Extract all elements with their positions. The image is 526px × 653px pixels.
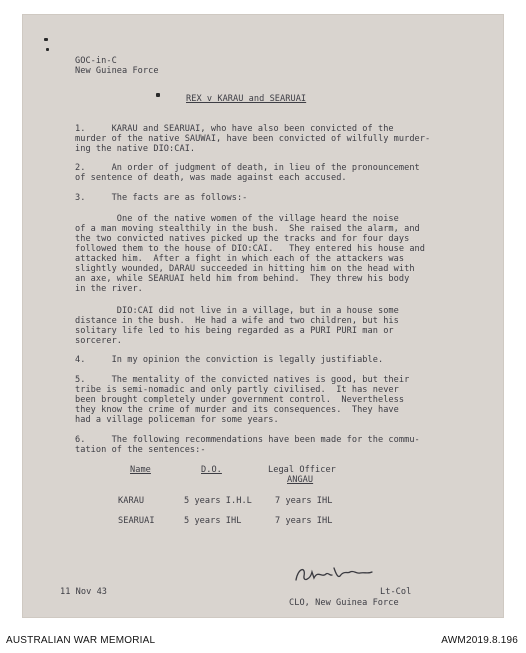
text-line: of sentence of death, was made against each accused. bbox=[75, 173, 347, 183]
table-row-do: 5 years IHL bbox=[184, 516, 242, 526]
text-line: had a village policeman for some years. bbox=[75, 415, 279, 425]
table-row-name: SEARUAI bbox=[118, 516, 155, 526]
text-line: slightly wounded, DARAU succeeded in hitting him on the head with bbox=[75, 264, 415, 274]
text-line: attacked him. After a fight in which each of the attackers was bbox=[75, 254, 405, 264]
text-line: 5. The mentality of the convicted natives is good, but their bbox=[75, 375, 410, 385]
punch-hole-mark bbox=[46, 48, 49, 51]
text-line: an axe, while SEARUAI held him from behind. They threw his body bbox=[75, 274, 410, 284]
text-line: DIO:CAI did not live in a village, but in a house some bbox=[75, 306, 399, 316]
text-line: followed them to the house of DIO:CAI. They entered his house and bbox=[75, 244, 425, 254]
text-line: 6. The following recommendations have been made for the commu- bbox=[75, 435, 420, 445]
table-row-legal: 7 years IHL bbox=[275, 496, 333, 506]
text-line: 2. An order of judgment of death, in lieu of the pronouncement bbox=[75, 163, 420, 173]
text-line: sorcerer. bbox=[75, 336, 123, 346]
document-date: 11 Nov 43 bbox=[60, 587, 108, 597]
text-line: of a man moving stealthily in the bush. She raised the alarm, and bbox=[75, 224, 420, 234]
archive-name: AUSTRALIAN WAR MEMORIAL bbox=[6, 635, 156, 646]
column-header-legal: Legal Officer bbox=[268, 465, 336, 475]
signatory-rank: Lt-Col bbox=[380, 587, 412, 597]
archive-footer bbox=[0, 627, 526, 653]
text-line: in the river. bbox=[75, 284, 143, 294]
punch-hole-mark bbox=[156, 93, 160, 97]
text-line: been brought completely under government control. Nevertheless bbox=[75, 395, 405, 405]
text-line: murder of the native SAUWAI, have been convicted of wilfully murder- bbox=[75, 134, 431, 144]
table-row-legal: 7 years IHL bbox=[275, 516, 333, 526]
column-header-name: Name bbox=[130, 465, 151, 475]
text-line: solitary life led to his being regarded as a PURI PURI man or bbox=[75, 326, 394, 336]
addressee-line-1: GOC-in-C bbox=[75, 56, 117, 66]
signatory-office: CLO, New Guinea Force bbox=[289, 598, 399, 608]
document-title: REX v KARAU and SEARUAI bbox=[186, 94, 307, 104]
paragraph-4: 4. In my opinion the conviction is legally justifiable. bbox=[75, 355, 384, 365]
addressee-line-2: New Guinea Force bbox=[75, 66, 159, 76]
text-line: distance in the bush. He had a wife and two children, but his bbox=[75, 316, 399, 326]
text-line: ing the native DIO:CAI. bbox=[75, 144, 196, 154]
text-line: tribe is semi-nomadic and only partly civilised. It has never bbox=[75, 385, 399, 395]
text-line: 1. KARAU and SEARUAI, who have also been convicted of the bbox=[75, 124, 394, 134]
column-header-legal-sub: ANGAU bbox=[287, 475, 314, 485]
column-header-do: D.O. bbox=[201, 465, 222, 475]
text-line: tation of the sentences:- bbox=[75, 445, 206, 455]
text-line: the two convicted natives picked up the tracks and for four days bbox=[75, 234, 410, 244]
paragraph-3: 3. The facts are as follows:- bbox=[75, 193, 248, 203]
table-row-do: 5 years I.H.L bbox=[184, 496, 252, 506]
table-row-name: KARAU bbox=[118, 496, 145, 506]
handwritten-signature bbox=[292, 560, 382, 586]
punch-hole-mark bbox=[44, 38, 48, 41]
text-line: One of the native women of the village heard the noise bbox=[75, 214, 399, 224]
text-line: they know the crime of murder and its consequences. They have bbox=[75, 405, 399, 415]
archive-reference: AWM2019.8.196 bbox=[441, 635, 518, 646]
